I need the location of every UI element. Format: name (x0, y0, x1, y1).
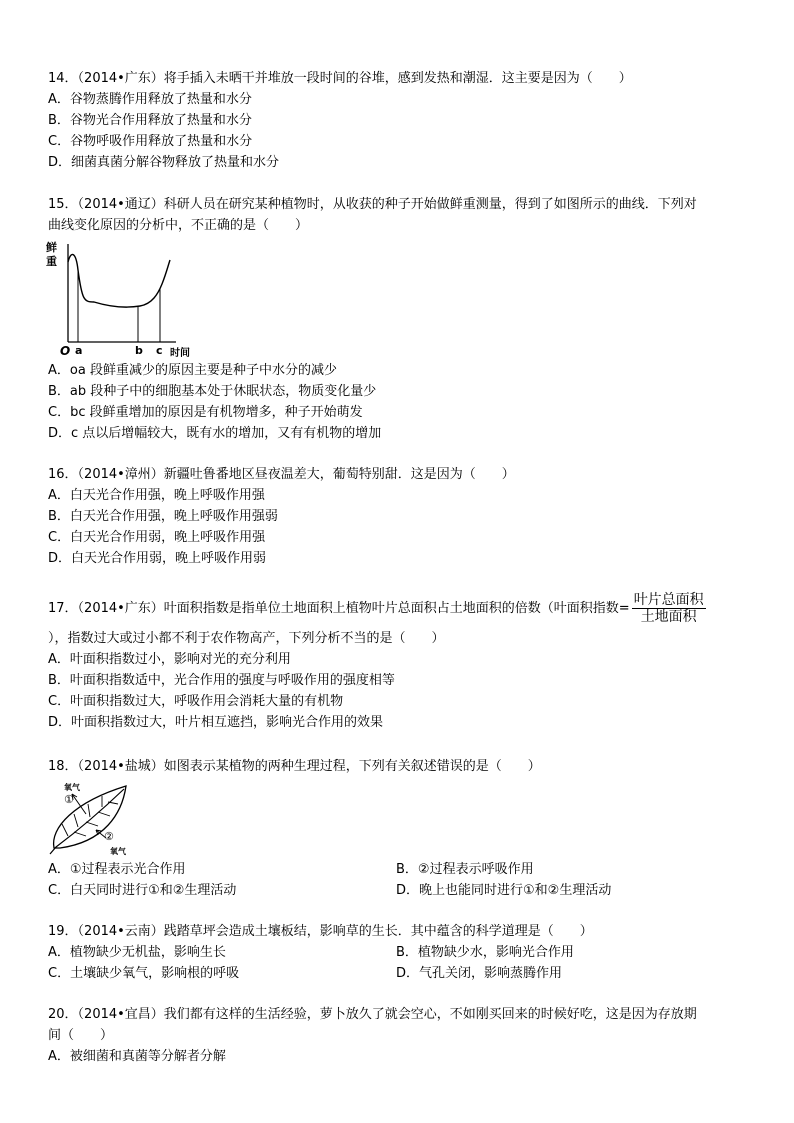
option-a: A．oa 段鲜重减少的原因主要是种子中水分的减少 (48, 363, 337, 378)
question-stem: 16．（2014•漳州）新疆吐鲁番地区昼夜温差大，葡萄特别甜．这是因为（ ） (48, 467, 515, 482)
question-stem: 19．（2014•云南）践踏草坪会造成土壤板结，影响草的生长．其中蕴含的科学道理是（ ） (48, 924, 593, 939)
option-c: C．叶面积指数过大，呼吸作用会消耗大量的有机物 (48, 694, 344, 709)
option-b: B．ab 段种子中的细胞基本处于休眠状态，物质变化量少 (48, 384, 377, 399)
option-d: D．c 点以后增幅较大，既有水的增加，又有有机物的增加 (48, 426, 382, 441)
question-stem-text: 17．（2014•广东）叶面积指数是指单位土地面积上植物叶片总面积占土地面积的倍数（叶面积指数= (48, 601, 630, 616)
question-stem: 14．（2014•广东）将手插入未晒干并堆放一段时间的谷堆，感到发热和潮湿．这主要是因为（ ） (48, 71, 632, 86)
option-a: A．白天光合作用强，晚上呼吸作用强 (48, 488, 265, 503)
option-a: A．谷物蒸腾作用释放了热量和水分 (48, 92, 252, 107)
leaf-midrib-icon (50, 789, 124, 854)
fraction-denominator: 土地面积 (640, 609, 697, 625)
circle-2-label: ② (104, 830, 114, 843)
question-stem: 18．（2014•盐城）如图表示某植物的两种生理过程，下列有关叙述错误的是（ ） (48, 759, 541, 774)
question-14 (48, 68, 748, 173)
top-oxygen-label: 氧气 (64, 783, 80, 792)
option-c: C．谷物呼吸作用释放了热量和水分 (48, 134, 253, 149)
question-18-options (48, 859, 748, 901)
option-b: B．②过程表示呼吸作用 (396, 862, 534, 877)
question-20 (48, 1004, 748, 1067)
option-d: D．白天光合作用弱，晚上呼吸作用弱 (48, 551, 267, 566)
fresh-weight-curve (68, 254, 170, 307)
option-d: D．气孔关闭，影响蒸腾作用 (396, 966, 563, 981)
y-axis-label-2: 重 (46, 255, 57, 268)
question-stem: 20．（2014•宜昌）我们都有这样的生活经验，萝卜放久了就会空心，不如刚买回来的时候好吃，这是因为存放期 (48, 1007, 697, 1022)
option-b: B．谷物光合作用释放了热量和水分 (48, 113, 252, 128)
question-18 (48, 756, 748, 777)
point-c-label: c (156, 344, 163, 357)
fresh-weight-curve-figure (44, 238, 214, 362)
option-a: A．叶面积指数过小，影响对光的充分利用 (48, 652, 291, 667)
question-15-options (48, 360, 748, 444)
point-b-label: b (135, 344, 143, 357)
bottom-oxygen-label: 氧气 (110, 847, 126, 856)
question-stem-cont: ），指数过大或过小都不利于农作物高产，下列分析不当的是（ ） (48, 631, 445, 646)
option-d: D．细菌真菌分解谷物释放了热量和水分 (48, 155, 280, 170)
fraction-numerator: 叶片总面积 (633, 592, 704, 608)
question-stem-cont: 曲线变化原因的分析中，不正确的是（ ） (48, 218, 309, 233)
question-stem: 15．（2014•通辽）科研人员在研究某种植物时，从收获的种子开始做鲜重测量，得到了如图所示的曲线．下列对 (48, 197, 697, 212)
option-d: D．晚上也能同时进行①和②生理活动 (396, 883, 612, 898)
question-16 (48, 464, 748, 569)
origin-label: O (60, 344, 71, 358)
option-c: C．土壤缺少氧气，影响根的呼吸 (48, 966, 240, 981)
option-b: B．叶面积指数适中，光合作用的强度与呼吸作用的强度相等 (48, 673, 395, 688)
option-a: A．被细菌和真菌等分解者分解 (48, 1049, 226, 1064)
leaf-area-index-fraction (632, 592, 706, 625)
point-a-label: a (75, 344, 83, 357)
question-19 (48, 921, 748, 984)
circle-1-label: ① (64, 793, 74, 806)
option-a: A．①过程表示光合作用 (48, 862, 186, 877)
y-axis-label-1: 鲜 (46, 241, 57, 254)
question-stem-cont: 间（ ） (48, 1028, 114, 1043)
x-axis-label: 时间 (170, 348, 190, 359)
option-b: B．白天光合作用强，晚上呼吸作用强弱 (48, 509, 278, 524)
option-c: C．bc 段鲜重增加的原因是有机物增多，种子开始萌发 (48, 405, 363, 420)
option-c: C．白天同时进行①和②生理活动 (48, 883, 237, 898)
leaf-process-figure (46, 780, 140, 858)
option-d: D．叶面积指数过大，叶片相互遮挡，影响光合作用的效果 (48, 715, 384, 730)
question-stem (48, 590, 758, 628)
option-b: B．植物缺少水，影响光合作用 (396, 945, 574, 960)
question-17 (48, 590, 758, 733)
question-15 (48, 194, 748, 236)
option-a: A．植物缺少无机盐，影响生长 (48, 945, 226, 960)
option-c: C．白天光合作用弱，晚上呼吸作用强 (48, 530, 266, 545)
